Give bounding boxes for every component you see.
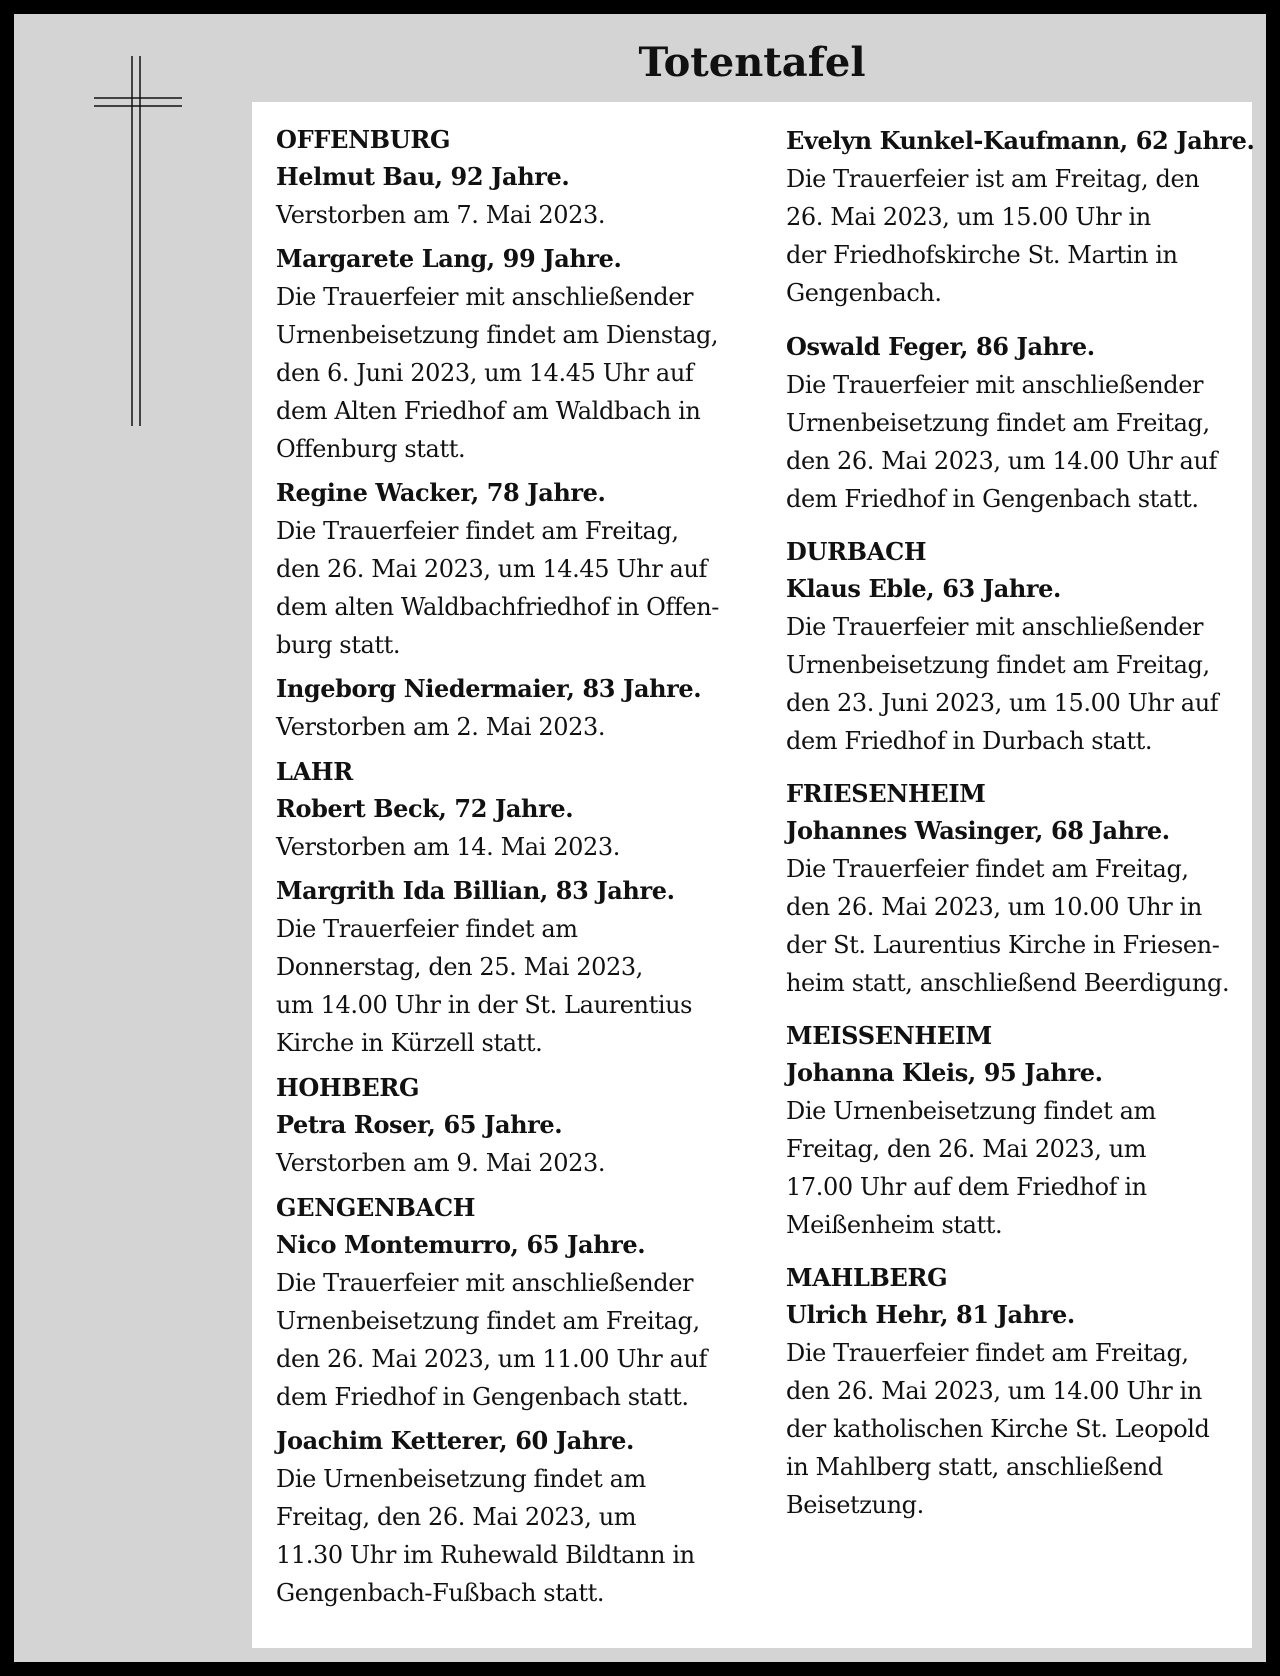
city-heading: OFFENBURG [276, 125, 451, 154]
notice-text: Die Trauerfeier ist am Freitag, den 26. Mai 2023, um 15.00 Uhr in der Friedhofskirche St. Martin in Gengenbach. [786, 165, 1200, 307]
city-heading: HOHBERG [276, 1073, 420, 1102]
deceased-name: Regine Wacker, 78 Jahre. [276, 478, 606, 507]
deceased-name: Margarete Lang, 99 Jahre. [276, 244, 622, 273]
obituary-entry [276, 240, 756, 468]
notice-text: Die Trauerfeier findet am Freitag, den 26. Mai 2023, um 14.45 Uhr auf dem alten Waldbachfriedhof in Offen- burg statt. [276, 517, 719, 659]
city-heading: LAHR [276, 757, 353, 786]
obituary-entry [276, 158, 756, 234]
obituary-entry [786, 570, 1266, 760]
deceased-name: Ingeborg Niedermaier, 83 Jahre. [276, 674, 702, 703]
city-section [276, 1190, 756, 1612]
notice-text: Verstorben am 9. Mai 2023. [276, 1149, 606, 1177]
obituary-entry [276, 1422, 756, 1612]
city-heading: DURBACH [786, 537, 927, 566]
city-section [276, 122, 756, 746]
deceased-name: Helmut Bau, 92 Jahre. [276, 162, 570, 191]
deceased-name: Nico Montemurro, 65 Jahre. [276, 1230, 646, 1259]
right-column [786, 122, 1266, 1540]
city-section [786, 776, 1266, 1002]
city-section [276, 1070, 756, 1182]
city-section [276, 754, 756, 1062]
notice-text: Die Trauerfeier findet am Freitag, den 26. Mai 2023, um 14.00 Uhr in der katholischen Kirche St. Leopold in Mahlberg statt, anschließend Beisetzung. [786, 1339, 1210, 1519]
deceased-name: Ulrich Hehr, 81 Jahre. [786, 1300, 1075, 1329]
obituary-entry [276, 1106, 756, 1182]
deceased-name: Joachim Ketterer, 60 Jahre. [276, 1426, 634, 1455]
city-heading: FRIESENHEIM [786, 779, 986, 808]
obituary-entry [276, 790, 756, 866]
deceased-name: Robert Beck, 72 Jahre. [276, 794, 574, 823]
notice-text: Die Trauerfeier mit anschließender Urnenbeisetzung findet am Dienstag, den 6. Juni 2023, um 14.45 Uhr auf dem Alten Friedhof am Waldbach in Offenburg statt. [276, 283, 719, 463]
deceased-name: Johanna Kleis, 95 Jahre. [786, 1058, 1103, 1087]
obituary-entry [786, 1054, 1266, 1244]
obituary-entry [786, 122, 1266, 312]
notice-text: Verstorben am 7. Mai 2023. [276, 201, 606, 229]
deceased-name: Evelyn Kunkel-Kaufmann, 62 Jahre. [786, 126, 1255, 155]
city-heading: GENGENBACH [276, 1193, 476, 1222]
city-section [786, 1018, 1266, 1244]
obituary-entry [276, 872, 756, 1062]
obituary-entry [786, 328, 1266, 518]
obituary-entry [276, 1226, 756, 1416]
page-title: Totentafel [638, 39, 866, 86]
cross-icon [94, 56, 184, 426]
notice-text: Verstorben am 14. Mai 2023. [276, 833, 620, 861]
obituary-content [252, 102, 1255, 1648]
obituary-entry [786, 1296, 1266, 1524]
notice-text: Die Trauerfeier mit anschließender Urnenbeisetzung findet am Freitag, den 26. Mai 2023, um 14.00 Uhr auf dem Friedhof in Gengenbach statt. [786, 371, 1217, 513]
notice-text: Die Trauerfeier mit anschließender Urnenbeisetzung findet am Freitag, den 26. Mai 2023, um 11.00 Uhr auf dem Friedhof in Gengenbach statt. [276, 1269, 707, 1411]
left-column [276, 122, 756, 1618]
notice-text: Die Urnenbeisetzung findet am Freitag, den 26. Mai 2023, um 17.00 Uhr auf dem Friedhof in Meißenheim statt. [786, 1097, 1156, 1239]
deceased-name: Klaus Eble, 63 Jahre. [786, 574, 1061, 603]
obituary-entry [276, 474, 756, 664]
deceased-name: Oswald Feger, 86 Jahre. [786, 332, 1095, 361]
city-section [786, 122, 1266, 518]
obituary-entry [786, 812, 1266, 1002]
city-heading: MEISSENHEIM [786, 1021, 992, 1050]
notice-text: Die Urnenbeisetzung findet am Freitag, den 26. Mai 2023, um 11.30 Uhr im Ruhewald Bildtann in Gengenbach-Fußbach statt. [276, 1465, 695, 1607]
city-section [786, 534, 1266, 760]
notice-text: Die Trauerfeier findet am Donnerstag, den 25. Mai 2023, um 14.00 Uhr in der St. Laurentius Kirche in Kürzell statt. [276, 915, 693, 1057]
notice-text: Verstorben am 2. Mai 2023. [276, 713, 606, 741]
obituary-entry [276, 670, 756, 746]
deceased-name: Johannes Wasinger, 68 Jahre. [786, 816, 1170, 845]
deceased-name: Petra Roser, 65 Jahre. [276, 1110, 563, 1139]
deceased-name: Margrith Ida Billian, 83 Jahre. [276, 876, 675, 905]
notice-text: Die Trauerfeier mit anschließender Urnenbeisetzung findet am Freitag, den 23. Juni 2023, um 15.00 Uhr auf dem Friedhof in Durbach statt. [786, 613, 1219, 755]
notice-text: Die Trauerfeier findet am Freitag, den 26. Mai 2023, um 10.00 Uhr in der St. Laurentius Kirche in Friesen- heim statt, anschließend Beerdigung. [786, 855, 1230, 997]
city-heading: MAHLBERG [786, 1263, 948, 1292]
city-section [786, 1260, 1266, 1524]
